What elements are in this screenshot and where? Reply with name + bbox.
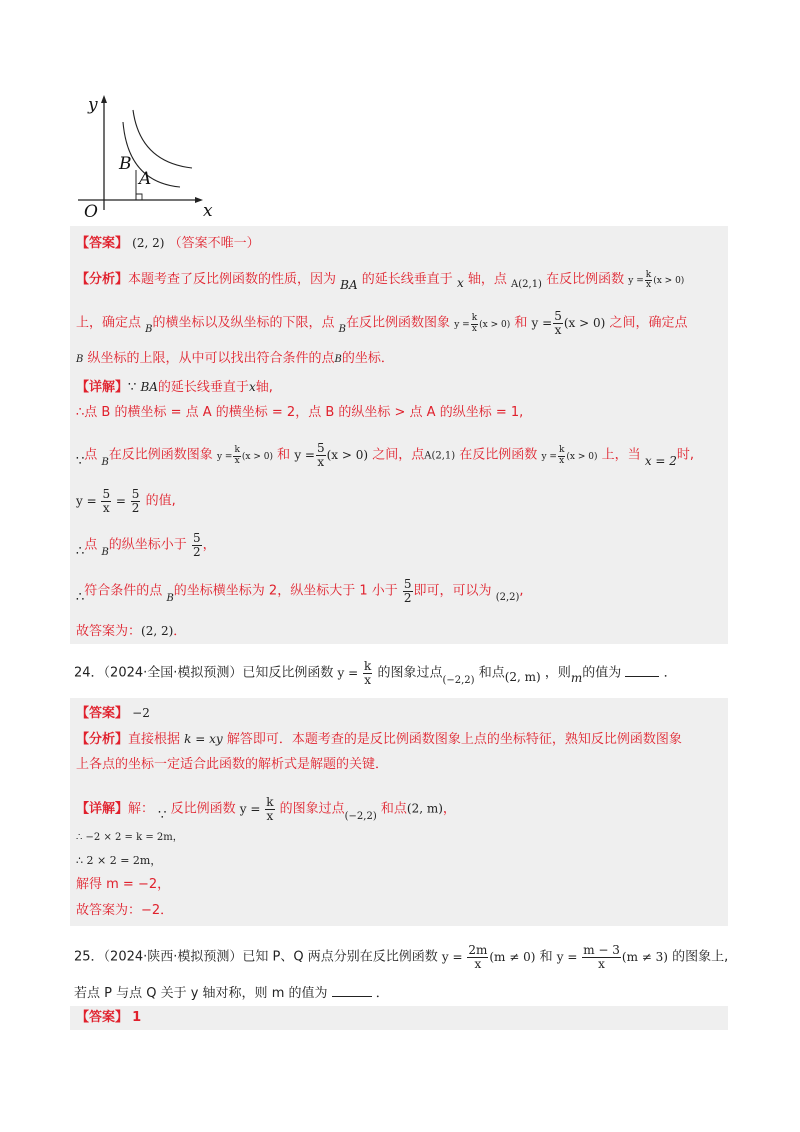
origin-label: O xyxy=(84,202,98,222)
math-ba: BA xyxy=(140,380,158,394)
math-five-halves: $\frac{5}{2}$ xyxy=(192,531,201,559)
math-b: B xyxy=(145,323,153,335)
y-axis-label: y xyxy=(88,95,98,115)
q23-detail-line5: ∴点 $_B$的纵坐标小于 $\frac{5}{2}$ ， xyxy=(76,531,216,559)
q23-analysis-line1 xyxy=(76,270,684,290)
y-axis-arrow xyxy=(101,95,107,103)
q23-detail-line4: y = $\frac{5}{x}$ = $\frac{5}{2}$ 的值, xyxy=(76,487,176,515)
math-fn-k: y = $\frac{k}{x}$ (x > 0) xyxy=(454,313,511,334)
answer-blank[interactable] xyxy=(332,984,372,997)
math-fn-2m-x: y = $\frac{2m}{x}$ (m ≠ 0) xyxy=(441,943,536,971)
hyperbola-graph xyxy=(70,92,230,222)
math-x: x xyxy=(248,380,256,394)
q23-analysis-line2: 上，确定点 $_B$的横坐标以及纵坐标的下限，点 $_B$在反比例函数图象 y = $\frac{k}{x}$ (x > 0) 和 y = $\frac{5}{x}$ (x > 0) 之间，确定点 xyxy=(76,309,688,337)
q24-detail-line1: 【详解】解： ∵ 反比例函数 y = $\frac{k}{x}$ 的图象过点$_{(-2,2)}$ 和点(2, m)， xyxy=(76,795,456,823)
q23-detail-line2: ∴点 B 的横坐标 = 点 A 的横坐标 = 2，点 B 的纵坐标 > 点 A 的纵坐标 = 1, xyxy=(76,405,524,420)
right-angle-mark xyxy=(136,194,142,200)
answer-value: (2, 2) xyxy=(132,236,165,250)
math-point: (2, m) xyxy=(504,669,541,684)
q24-analysis-line2: 上各点的坐标一定适合此函数的解析式是解题的关键． xyxy=(76,757,389,772)
point-a-label: A xyxy=(139,169,152,189)
math-fn-k: y = $\frac{k}{x}$ (x > 0) xyxy=(216,445,274,466)
math-m: m xyxy=(570,670,583,685)
q24-detail-line3: ∴ 2 × 2 = 2m， xyxy=(76,854,162,867)
q23-final-line: 故答案为：(2, 2)． xyxy=(76,624,187,639)
answer-tag: 【答案】 xyxy=(76,706,129,721)
q25-stem-line2: 若点 P 与点 Q 关于 y 轴对称，则 m 的值为 ． xyxy=(74,986,389,1001)
math-fn-k: y = $\frac{k}{x}$ (x > 0) xyxy=(541,445,598,466)
math-b: B xyxy=(101,546,109,558)
math-point-a: A(2,1) xyxy=(511,279,542,290)
q24-solution-block xyxy=(70,698,728,926)
outer-hyperbola-curve xyxy=(133,110,192,168)
math-point-a: A(2,1) xyxy=(424,450,456,462)
math-fn-y-k-x: y = $\frac{k}{x}$ xyxy=(239,795,274,823)
detail-tag: 【详解】 xyxy=(76,380,129,395)
q25-stem-line1: 25．（2024·陕西·模拟预测）已知 P、Q 两点分别在反比例函数 y = $\frac{2m}{x}$ (m ≠ 0) 和 y = $\frac{m - 3}{x}$ (m ≠ 3) 的图象上, xyxy=(74,943,729,971)
q24-detail-line2: ∴ −2 × 2 = k = 2m， xyxy=(76,832,183,843)
final-answer-value: (2, 2) xyxy=(141,624,174,638)
analysis-tag: 【分析】 xyxy=(76,732,129,747)
analysis-text: 轴，点 xyxy=(467,272,507,287)
inner-hyperbola-curve xyxy=(123,122,180,187)
math-x-eq-2: x = 2 xyxy=(644,453,677,468)
math-b: B xyxy=(334,354,342,365)
answer-tag: 【答案】 xyxy=(76,236,129,251)
math-point: (−2,2) xyxy=(344,810,377,822)
x-axis-arrow xyxy=(195,197,203,203)
math-fn: y = $\frac{k}{x}$ (x > 0) xyxy=(628,269,685,290)
math-b: B xyxy=(166,592,174,604)
q23-answer-line xyxy=(76,234,260,253)
q24-answer-line xyxy=(76,704,150,723)
answer-value: 1 xyxy=(132,1010,142,1025)
math-fn-y-k-x: y = $\frac{k}{x}$ xyxy=(337,659,372,687)
math-fn-5: y = $\frac{5}{x}$ (x > 0) xyxy=(531,309,606,337)
math-y-eval: y = $\frac{5}{x}$ = $\frac{5}{2}$ xyxy=(76,487,140,515)
x-axis-label: x xyxy=(203,201,213,221)
q24-final-line: 故答案为：−2． xyxy=(76,903,174,918)
q23-detail-line1: 【详解】∵ BA的延长线垂直于x轴, xyxy=(76,380,273,395)
q24-analysis-line1: 【分析】直接根据 k = xy 解答即可．本题考查的是反比例函数图象上点的坐标特征，熟知反比例函数图象 xyxy=(76,732,682,747)
math-b: B xyxy=(76,354,84,365)
analysis-tag: 【分析】 xyxy=(76,272,129,287)
q25-answer-block xyxy=(70,1006,728,1030)
math-point: (2, m) xyxy=(406,801,443,816)
answer-note: （答案不唯一） xyxy=(168,236,260,251)
analysis-text: 在反比例函数 xyxy=(546,272,625,287)
math-fn-m3-x: y = $\frac{m - 3}{x}$ (m ≠ 3) xyxy=(556,943,668,971)
math-five-halves: $\frac{5}{2}$ xyxy=(403,577,412,605)
math-b: B xyxy=(338,323,347,335)
q23-analysis-line3: B 纵坐标的上限，从中可以找出符合条件的点B的坐标． xyxy=(76,351,394,366)
q24-stem: 24．（2024·全国·模拟预测）已知反比例函数 y = $\frac{k}{x}$ 的图象过点$_{(-2,2)}$ 和点(2, m) ，则m的值为 ． xyxy=(74,659,677,687)
answer-blank[interactable] xyxy=(625,664,659,677)
math-fn-5: y = $\frac{5}{x}$ (x > 0) xyxy=(294,441,369,469)
detail-tag: 【详解】 xyxy=(76,801,129,817)
q24-detail-line4: 解得 m = −2， xyxy=(76,877,171,892)
math-x: x xyxy=(456,276,464,290)
analysis-text: 本题考查了反比例函数的性质，因为 xyxy=(128,272,337,287)
answer-tag: 【答案】 xyxy=(76,1010,129,1025)
q25-answer-line xyxy=(76,1009,141,1027)
math-point-2-2: (2,2) xyxy=(495,591,520,603)
q23-solution-block xyxy=(70,226,728,644)
math-point: (−2,2) xyxy=(442,674,475,686)
analysis-text: 的延长线垂直于 xyxy=(361,272,453,287)
point-b-label: B xyxy=(119,154,132,174)
answer-value: −2 xyxy=(132,706,150,720)
math-ba: BA xyxy=(340,278,358,292)
math-k-eq-xy: k = xy xyxy=(184,732,223,746)
q23-detail-line6: ∴符合条件的点 $_B$的坐标横坐标为 2，纵坐标大于 1 小于 $\frac{5}{2}$ 即可，可以为 $_{(2,2)}$, xyxy=(76,577,524,605)
math-b: B xyxy=(101,456,109,468)
q23-detail-line3: ∵点 $_B$在反比例函数图象 y = $\frac{k}{x}$ (x > 0) 和 y = $\frac{5}{x}$ (x > 0) 之间，点A(2,1) 在反比例函数 y = $\frac{k}{x}$ (x > 0) 上，当 x = 2时, xyxy=(76,441,695,469)
